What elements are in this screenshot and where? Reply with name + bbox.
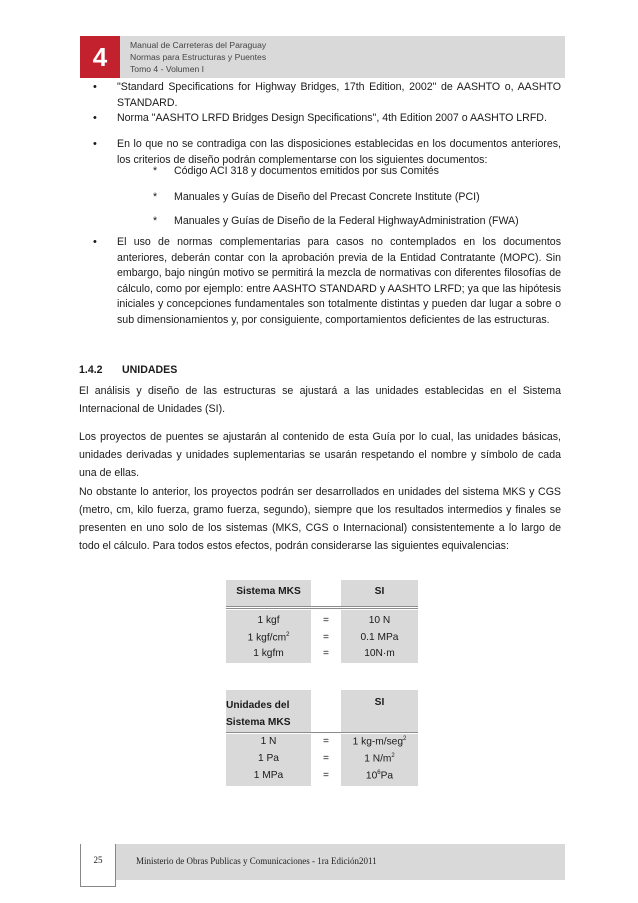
sub-marker: * bbox=[153, 191, 158, 203]
bullet-marker: • bbox=[93, 236, 97, 248]
table-header-mks: Unidades del Sistema MKS bbox=[226, 700, 291, 728]
header-title bbox=[130, 39, 266, 75]
sub-item bbox=[153, 190, 480, 206]
table-cell-si: 1 $N/m^2$ bbox=[364, 753, 395, 765]
bullet-text: Norma "AASHTO LRFD Bridges Design Specifications", 4th Edition 2007 o AASHTO LRFD. bbox=[117, 112, 547, 124]
table-cell-si: 10 N bbox=[368, 615, 391, 626]
table-cell-si: $10^6Pa$ bbox=[365, 770, 394, 782]
table-cell-mks: 1 Pa bbox=[258, 753, 279, 764]
table-cell-mks: 1 kgfm bbox=[253, 648, 284, 659]
footer-text: Ministerio de Obras Publicas y Comunicaciones - 1ra Edición2011 bbox=[136, 856, 377, 866]
header-line-3: Tomo 4 - Volumen I bbox=[130, 64, 205, 74]
sub-item bbox=[153, 214, 519, 230]
bullet-item bbox=[93, 235, 561, 328]
table-header-si: SI bbox=[374, 697, 385, 708]
table-cell-mks: 1 N bbox=[260, 736, 277, 747]
page-number-box bbox=[80, 844, 116, 887]
bullet-item bbox=[93, 111, 561, 127]
bullet-marker: • bbox=[93, 112, 97, 124]
table-cell-mks: 1 MPa bbox=[253, 770, 284, 781]
table-cell-equals: = bbox=[323, 632, 329, 643]
sub-item-text: Código ACI 318 y documentos emitidos por sus Comités bbox=[174, 165, 439, 177]
sub-item bbox=[153, 164, 439, 180]
bullet-marker: • bbox=[93, 138, 97, 150]
section-heading bbox=[79, 364, 177, 376]
table-cell-mks: 1 kgf bbox=[257, 615, 280, 626]
table-cell-equals: = bbox=[323, 615, 329, 626]
bullet-marker: • bbox=[93, 81, 97, 93]
table-cell-si: 10N·m bbox=[364, 648, 395, 659]
sub-marker: * bbox=[153, 165, 158, 177]
header-line-1: Manual de Carreteras del Paraguay bbox=[130, 40, 267, 50]
section-title: UNIDADES bbox=[121, 364, 178, 376]
section-number: 1.4.2 bbox=[79, 364, 103, 376]
paragraph: El análisis y diseño de las estructuras se ajustará a las unidades establecidas en el Sistema Internacional de Unidades (SI). bbox=[79, 385, 561, 415]
page-number: 25 bbox=[93, 855, 103, 865]
table-cell-equals: = bbox=[323, 770, 329, 781]
paragraph: Los proyectos de puentes se ajustarán al contenido de esta Guía por lo cual, las unidades básicas, unidades derivadas y unidades suplementarias se usarán respetando el nombre y símbolo de cada una de ellas. bbox=[79, 431, 561, 479]
sub-item-text: Manuales y Guías de Diseño de la Federal HighwayAdministration (FWA) bbox=[174, 215, 519, 227]
table-cell-mks: 1 kgf/$cm^2$ bbox=[247, 632, 290, 644]
table-cell-si: 0.1 MPa bbox=[360, 632, 399, 643]
sub-marker: * bbox=[153, 215, 158, 227]
bullet-text: "Standard Specifications for Highway Bridges, 17th Edition, 2002" de AASHTO o, AASHTO STANDARD. bbox=[117, 81, 561, 109]
table-cell-equals: = bbox=[323, 753, 329, 764]
bullet-text: El uso de normas complementarias para casos no contemplados en los documentos anteriores, deberán contar con la aprobación previa de la Entidad Contratante (MOPC). Sin embargo, bajo ningún motivo se permitirá la mezcla de normativas con diferentes filosofías de cálculo, como por ejemplo: entre AASHTO STANDARD y AASHTO LRFD; ya que las hipótesis iniciales y concepciones fundamentales son totalmente distintas y pueden dar lugar a sobre o sub dimensionamientos y, por consiguiente, comportamientos deficientes de las estructuras. bbox=[117, 236, 561, 326]
table-cell-equals: = bbox=[323, 736, 329, 747]
table-header-mks: Sistema MKS bbox=[236, 586, 301, 597]
paragraph: No obstante lo anterior, los proyectos podrán ser desarrollados en unidades del sistema MKS y CGS (metro, cm, kilo fuerza, gramo fuerza, segundo), siempre que los resultados intermedios y finales se presenten en uno solo de los sistemas (MKS, CGS o Internacional) consistentemente a lo largo de todo el cálculo. Para todos estos efectos, podrán considerarse las siguientes equivalencias: bbox=[79, 486, 561, 552]
table-header-si: SI bbox=[374, 586, 385, 597]
table-cell-si: 1 kg-m/seg$^2$ bbox=[352, 736, 407, 748]
bullet-text: En lo que no se contradiga con las disposiciones establecidas en los documentos anteriores, los criterios de diseño podrán complementarse con los siguientes documentos: bbox=[117, 138, 561, 166]
header-line-2: Normas para Estructuras y Puentes bbox=[130, 52, 267, 62]
chapter-number-badge: 4 bbox=[80, 36, 120, 78]
table-cell-equals: = bbox=[323, 648, 329, 659]
sub-item-text: Manuales y Guías de Diseño del Precast Concrete Institute (PCI) bbox=[174, 191, 480, 203]
bullet-item bbox=[93, 80, 561, 111]
